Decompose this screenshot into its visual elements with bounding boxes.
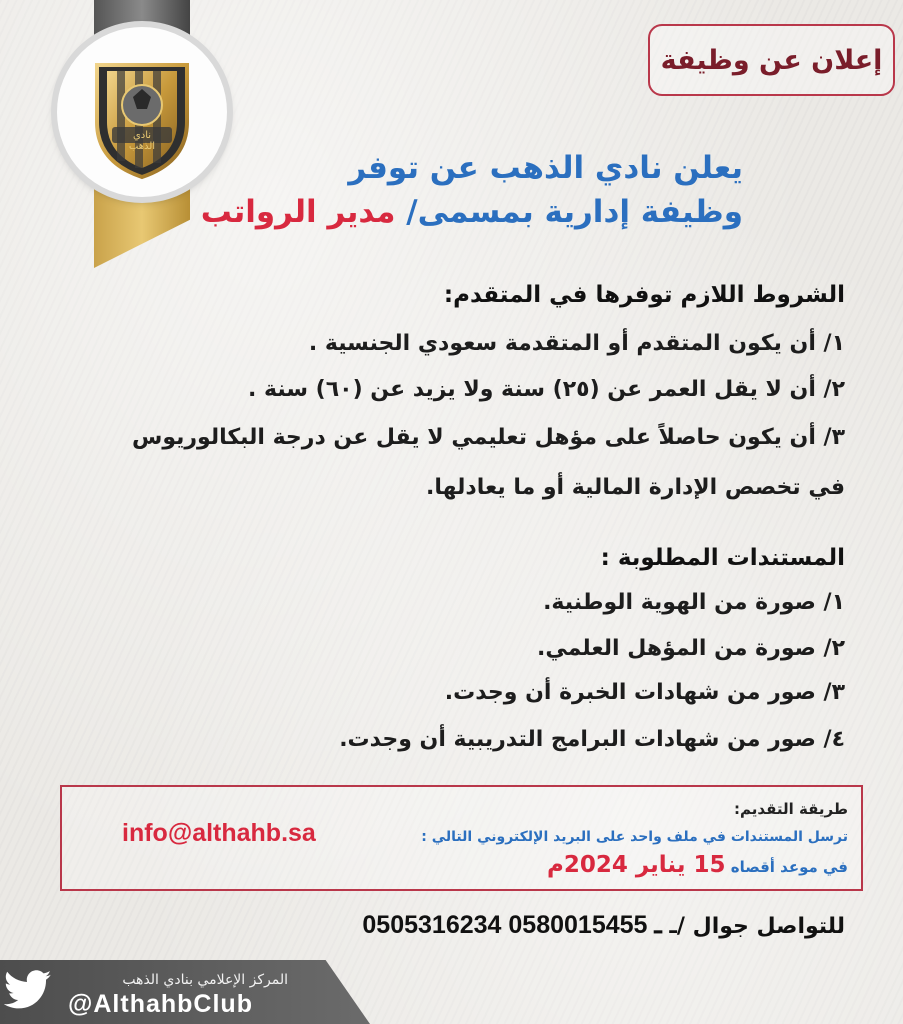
- contact-label: للتواصل جوال /ـ: [669, 914, 845, 939]
- conditions-heading: الشروط اللازم توفرها في المتقدم:: [443, 282, 845, 308]
- job-announcement-badge: [648, 24, 895, 96]
- condition-item-continuation: في تخصص الإدارة المالية أو ما يعادلها.: [426, 475, 845, 500]
- intro-line-2: [201, 194, 743, 230]
- application-method-title: طريقة التقديم:: [734, 800, 848, 818]
- position-prefix: وظيفة إدارية بمسمى/: [406, 194, 743, 230]
- deadline-date: 15 يناير 2024م: [546, 852, 726, 878]
- club-crest-logo: [57, 27, 227, 197]
- job-announcement-title: إعلان عن وظيفة: [660, 44, 883, 76]
- application-instructions: ترسل المستندات في ملف واحد على البريد الإلكتروني التالي :: [421, 829, 848, 845]
- application-deadline: [547, 852, 848, 878]
- document-item: ٣/ صور من شهادات الخبرة أن وجدت.: [444, 680, 845, 705]
- application-email-link[interactable]: info@althahb.sa: [122, 819, 316, 847]
- contact-line: [362, 910, 845, 940]
- club-crest-icon: [57, 27, 227, 197]
- condition-item: ١/ أن يكون المتقدم أو المتقدمة سعودي الجنسية .: [308, 331, 845, 356]
- document-item: ١/ صورة من الهوية الوطنية.: [543, 590, 845, 615]
- footer-media-center: المركز الإعلامي بنادي الذهب: [122, 972, 288, 988]
- condition-item: ٣/ أن يكون حاصلاً على مؤهل تعليمي لا يقل عن درجة البكالوريوس: [131, 425, 845, 450]
- documents-heading: المستندات المطلوبة :: [600, 545, 845, 571]
- document-item: ٤/ صور من شهادات البرامج التدريبية أن وجدت.: [339, 727, 845, 752]
- intro-line-1: يعلن نادي الذهب عن توفر: [348, 150, 743, 186]
- deadline-prefix: في موعد أقصاه: [730, 858, 848, 876]
- twitter-handle-link[interactable]: @AlthahbClub: [68, 990, 253, 1018]
- condition-item: ٢/ أن لا يقل العمر عن (٢٥) سنة ولا يزيد عن (٦٠) سنة .: [248, 377, 845, 402]
- contact-phone-numbers[interactable]: 0505316234 ـ 0580015455: [362, 911, 662, 939]
- document-item: ٢/ صورة من المؤهل العلمي.: [536, 636, 845, 661]
- position-title: مدير الرواتب: [200, 194, 396, 230]
- twitter-bird-icon[interactable]: [4, 970, 52, 1010]
- club-name-text: نادي الذهب: [128, 130, 156, 152]
